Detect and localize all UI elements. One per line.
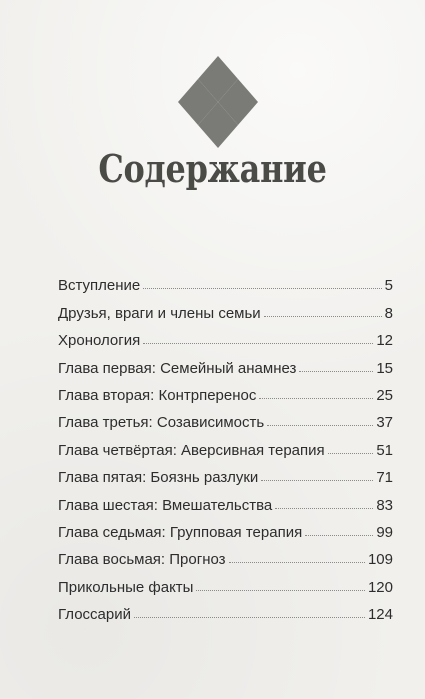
toc-entry-label: Глава пятая: Боязнь разлуки xyxy=(58,469,259,487)
table-of-contents xyxy=(58,266,393,622)
leader-dots xyxy=(261,480,373,481)
toc-entry-label: Глава седьмая: Групповая терапия xyxy=(58,523,303,541)
toc-entry xyxy=(58,266,393,293)
toc-entry-page: 8 xyxy=(384,304,393,322)
leader-dots xyxy=(143,343,373,344)
toc-entry-page: 37 xyxy=(376,414,393,432)
leader-dots xyxy=(264,316,382,317)
toc-entry xyxy=(58,430,393,457)
toc-entry-label: Друзья, враги и члены семьи xyxy=(58,304,261,322)
toc-entry xyxy=(58,540,393,567)
toc-entry xyxy=(58,458,393,485)
toc-entry-page: 99 xyxy=(376,523,393,541)
toc-entry xyxy=(58,567,393,594)
leader-dots xyxy=(196,590,365,591)
toc-entry-label: Глава первая: Семейный анамнез xyxy=(58,359,297,377)
page-title: Содержание xyxy=(98,146,327,191)
toc-entry-page: 71 xyxy=(376,469,393,487)
leader-dots xyxy=(134,617,365,618)
toc-entry xyxy=(58,321,393,348)
toc-entry xyxy=(58,403,393,430)
toc-entry xyxy=(58,293,393,320)
toc-entry xyxy=(58,595,393,622)
toc-entry-page: 109 xyxy=(367,551,393,569)
toc-entry-label: Глава шестая: Вмешательства xyxy=(58,496,273,514)
toc-entry-label: Глава восьмая: Прогноз xyxy=(58,551,226,569)
toc-entry xyxy=(58,485,393,512)
toc-entry-label: Глава четвёртая: Аверсивная терапия xyxy=(58,441,325,459)
leader-dots xyxy=(259,398,373,399)
toc-entry xyxy=(58,513,393,540)
leader-dots xyxy=(275,508,373,509)
toc-entry xyxy=(58,376,393,403)
toc-entry-page: 25 xyxy=(376,386,393,404)
leader-dots xyxy=(328,453,374,454)
toc-entry-label: Глава вторая: Контрперенос xyxy=(58,386,257,404)
toc-entry xyxy=(58,348,393,375)
toc-entry-label: Прикольные факты xyxy=(58,578,194,596)
toc-entry-label: Вступление xyxy=(58,277,141,295)
toc-entry-page: 83 xyxy=(376,496,393,514)
toc-entry-page: 5 xyxy=(384,277,393,295)
leader-dots xyxy=(305,535,373,536)
toc-entry-page: 51 xyxy=(376,441,393,459)
diamond-cluster-icon xyxy=(177,56,259,150)
leader-dots xyxy=(299,371,373,372)
toc-entry-label: Хронология xyxy=(58,332,141,350)
toc-entry-label: Глоссарий xyxy=(58,606,131,624)
leader-dots xyxy=(143,288,381,289)
toc-entry-page: 15 xyxy=(376,359,393,377)
leader-dots xyxy=(267,425,373,426)
toc-entry-page: 120 xyxy=(367,578,393,596)
leader-dots xyxy=(229,562,365,563)
toc-entry-page: 124 xyxy=(367,606,393,624)
toc-entry-page: 12 xyxy=(376,332,393,350)
toc-entry-label: Глава третья: Созависимость xyxy=(58,414,265,432)
